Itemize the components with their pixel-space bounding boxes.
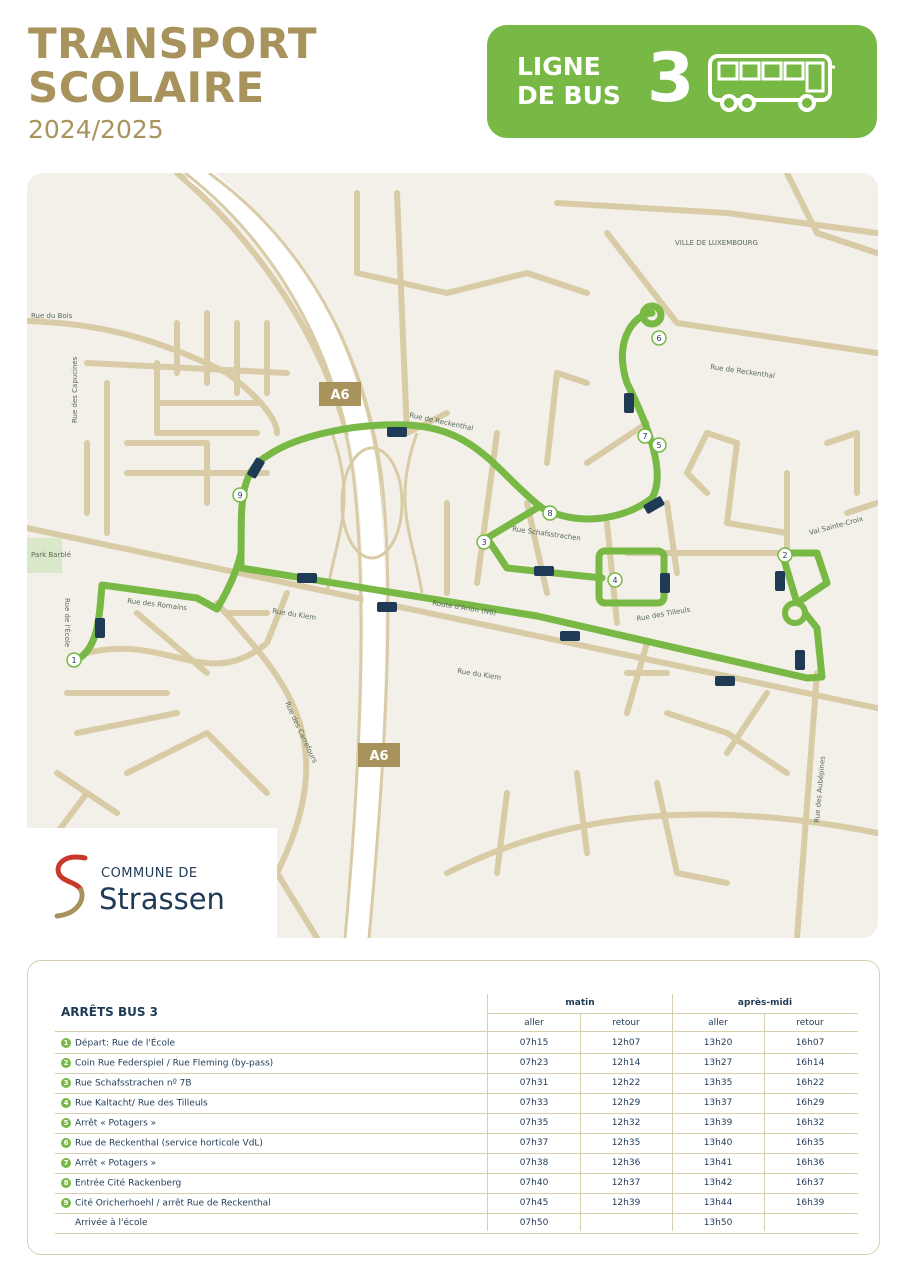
time-cell: 07h33 xyxy=(519,1098,549,1108)
time-cell: 07h38 xyxy=(519,1158,549,1168)
time-cell: 12h07 xyxy=(611,1038,641,1048)
table-row xyxy=(55,1113,858,1134)
title-line-1: TRANSPORT xyxy=(28,19,317,68)
stop-cell xyxy=(61,1158,156,1169)
time-cell: 07h35 xyxy=(519,1118,549,1128)
time-cell: 12h36 xyxy=(611,1158,641,1168)
time-cell: 16h22 xyxy=(795,1078,825,1088)
label-chemin: Val Sainte-Croix xyxy=(808,514,865,537)
svg-text:6: 6 xyxy=(656,334,662,343)
stop-name: Cité Oricherhoehl / arrêt Rue de Reckenthal xyxy=(75,1198,271,1209)
time-cell: 13h39 xyxy=(703,1118,733,1128)
label-kiem: Rue du Kiem xyxy=(271,607,317,622)
badge-label xyxy=(517,52,621,110)
label-schafsstrachen: Rue Schafsstrachen xyxy=(511,525,582,543)
stop-name: Rue de Reckenthal (service horticole VdL) xyxy=(75,1138,263,1149)
bus-marker xyxy=(795,650,805,670)
col-header-retour-1: retour xyxy=(612,1018,640,1028)
bus-marker xyxy=(297,573,317,583)
stop-number-badge: 1 xyxy=(61,1038,71,1048)
stop-5 xyxy=(652,438,666,452)
label-aubepines: Rue des Aubépines xyxy=(813,755,827,824)
stop-number-badge: 6 xyxy=(61,1138,71,1148)
time-cell: 13h20 xyxy=(703,1038,733,1048)
time-cell: 13h35 xyxy=(703,1078,733,1088)
school-year: 2024/2025 xyxy=(28,115,164,144)
stop-number-badge: 9 xyxy=(61,1198,71,1208)
stop-cell xyxy=(61,1038,175,1049)
stop-4 xyxy=(608,573,622,587)
page-title xyxy=(28,19,317,112)
table-row xyxy=(55,1213,858,1234)
time-cell: 13h42 xyxy=(703,1178,733,1188)
stop-cell xyxy=(61,1118,156,1129)
time-cell: 16h36 xyxy=(795,1158,825,1168)
table-row xyxy=(55,1133,858,1154)
time-cell: 12h32 xyxy=(611,1118,641,1128)
label-romains: Rue des Romains xyxy=(126,597,188,613)
stop-cell xyxy=(61,1098,208,1109)
time-cell: 12h35 xyxy=(611,1138,641,1148)
stop-2 xyxy=(778,548,792,562)
route-map xyxy=(27,173,878,938)
bus-line-badge xyxy=(487,25,877,138)
stop-number-badge: 2 xyxy=(61,1058,71,1068)
time-cell: 12h29 xyxy=(611,1098,641,1108)
schedule-table xyxy=(27,960,880,1255)
label-park: Park Barblé xyxy=(31,551,72,559)
stop-markers xyxy=(67,331,792,667)
logo-line-2: Strassen xyxy=(99,882,225,916)
stop-name: Arrivée à l'école xyxy=(75,1218,148,1228)
map-svg xyxy=(27,173,878,938)
time-cell: 07h40 xyxy=(519,1178,549,1188)
stop-number-badge: 8 xyxy=(61,1178,71,1188)
stop-number-badge: 7 xyxy=(61,1158,71,1168)
bus-route xyxy=(72,306,827,678)
commune-logo xyxy=(27,828,277,938)
stop-6 xyxy=(652,331,666,345)
table-row xyxy=(55,1033,858,1054)
time-cell: 12h22 xyxy=(611,1078,641,1088)
time-cell: 13h37 xyxy=(703,1098,733,1108)
stop-name: Coin Rue Federspiel / Rue Fleming (by-pass) xyxy=(75,1058,274,1069)
stop-number-badge: 5 xyxy=(61,1118,71,1128)
stop-name: Entrée Cité Rackenberg xyxy=(75,1178,182,1189)
roads xyxy=(27,173,877,938)
svg-text:1: 1 xyxy=(71,656,77,665)
svg-text:5: 5 xyxy=(656,441,662,450)
table-row xyxy=(55,1053,858,1074)
time-cell: 13h41 xyxy=(703,1158,733,1168)
badge-number: 3 xyxy=(647,39,695,118)
col-header-aller-1: aller xyxy=(524,1018,544,1028)
stop-number-badge: 4 xyxy=(61,1098,71,1108)
time-cell: 07h15 xyxy=(519,1038,549,1048)
svg-text:7: 7 xyxy=(642,432,648,441)
time-cell: 12h39 xyxy=(611,1198,641,1208)
time-cell: 16h35 xyxy=(795,1138,825,1148)
stop-name: Rue Schafsstrachen nº 7B xyxy=(75,1078,192,1089)
bus-marker xyxy=(387,427,407,437)
stop-cell xyxy=(61,1058,273,1069)
bus-marker xyxy=(95,618,105,638)
label-ecole: Rue de l'École xyxy=(63,598,71,648)
svg-text:2: 2 xyxy=(782,551,788,560)
table-row xyxy=(55,1073,858,1094)
a6-label-bottom: A6 xyxy=(369,749,389,764)
bus-marker xyxy=(660,573,670,593)
a6-label-top: A6 xyxy=(330,388,350,403)
time-cell: 13h27 xyxy=(703,1058,733,1068)
bus-marker xyxy=(624,393,634,413)
label-reckenthal-right: Rue de Reckenthal xyxy=(709,363,776,381)
stop-number-badge: 3 xyxy=(61,1078,71,1088)
time-cell: 16h29 xyxy=(795,1098,825,1108)
bus-marker xyxy=(775,571,785,591)
col-header-aller-2: aller xyxy=(708,1018,728,1028)
col-header-retour-2: retour xyxy=(796,1018,824,1028)
time-cell: 07h31 xyxy=(519,1078,549,1088)
time-cell: 12h37 xyxy=(611,1178,641,1188)
bus-marker xyxy=(377,602,397,612)
group-header-apres-midi: après-midi xyxy=(737,998,793,1008)
title-line-2: SCOLAIRE xyxy=(28,63,265,112)
time-cell: 16h37 xyxy=(795,1178,825,1188)
label-bois: Rue du Bois xyxy=(31,312,73,320)
roundabout xyxy=(785,603,805,623)
time-cell: 16h32 xyxy=(795,1118,825,1128)
stop-cell xyxy=(61,1218,148,1228)
stop-cell xyxy=(61,1178,181,1189)
header-divider xyxy=(488,1013,858,1014)
stop-1 xyxy=(67,653,81,667)
time-cell: 07h45 xyxy=(519,1198,549,1208)
bus-marker xyxy=(534,566,554,576)
table-title: ARRÊTS BUS 3 xyxy=(61,1005,159,1019)
label-carrefours: Rue des Carrefours xyxy=(283,700,319,765)
stop-8 xyxy=(543,506,557,520)
time-cell: 16h07 xyxy=(795,1038,825,1048)
label-reckenthal-top: Rue de Reckenthal xyxy=(408,411,474,433)
stop-9 xyxy=(233,488,247,502)
logo-line-1: COMMUNE DE xyxy=(101,866,198,881)
svg-text:9: 9 xyxy=(237,491,243,500)
svg-text:4: 4 xyxy=(612,576,618,585)
group-header-matin: matin xyxy=(565,998,595,1008)
label-ville: VILLE DE LUXEMBOURG xyxy=(675,239,758,247)
header-bottom-line xyxy=(55,1031,858,1032)
badge-line-2: DE BUS xyxy=(517,81,621,110)
stop-cell xyxy=(61,1198,271,1209)
table-row xyxy=(55,1153,858,1174)
svg-text:3: 3 xyxy=(481,538,487,547)
badge-line-1: LIGNE xyxy=(517,52,601,81)
bus-icon xyxy=(707,53,837,113)
time-cell: 13h40 xyxy=(703,1138,733,1148)
table-row xyxy=(55,1093,858,1114)
time-cell: 13h50 xyxy=(703,1218,733,1228)
time-cell: 07h23 xyxy=(519,1058,549,1068)
label-kiem2: Rue du Kiem xyxy=(456,667,502,682)
time-cell: 07h50 xyxy=(519,1218,549,1228)
stop-name: Arrêt « Potagers » xyxy=(75,1118,157,1129)
strassen-logo-icon xyxy=(51,852,91,922)
label-tilleuls: Rue des Tilleuls xyxy=(635,605,691,623)
stop-7 xyxy=(638,429,652,443)
table-row xyxy=(55,1173,858,1194)
stop-name: Départ: Rue de l'École xyxy=(75,1038,176,1049)
stop-cell xyxy=(61,1138,263,1149)
stop-name: Arrêt « Potagers » xyxy=(75,1158,157,1169)
time-cell: 16h14 xyxy=(795,1058,825,1068)
time-cell: 13h44 xyxy=(703,1198,733,1208)
time-cell: 07h37 xyxy=(519,1138,549,1148)
table-row xyxy=(55,1193,858,1214)
stop-3 xyxy=(477,535,491,549)
time-cell: 16h39 xyxy=(795,1198,825,1208)
label-capucines: Rue des Capucines xyxy=(71,356,79,423)
time-cell: 12h14 xyxy=(611,1058,641,1068)
label-route-arlon: Route d'Arlon (N6) xyxy=(431,599,497,618)
stop-name: Rue Kaltacht/ Rue des Tilleuls xyxy=(75,1098,208,1109)
bus-marker xyxy=(715,676,735,686)
stop-cell xyxy=(61,1078,192,1089)
bus-marker xyxy=(560,631,580,641)
svg-text:8: 8 xyxy=(547,509,553,518)
